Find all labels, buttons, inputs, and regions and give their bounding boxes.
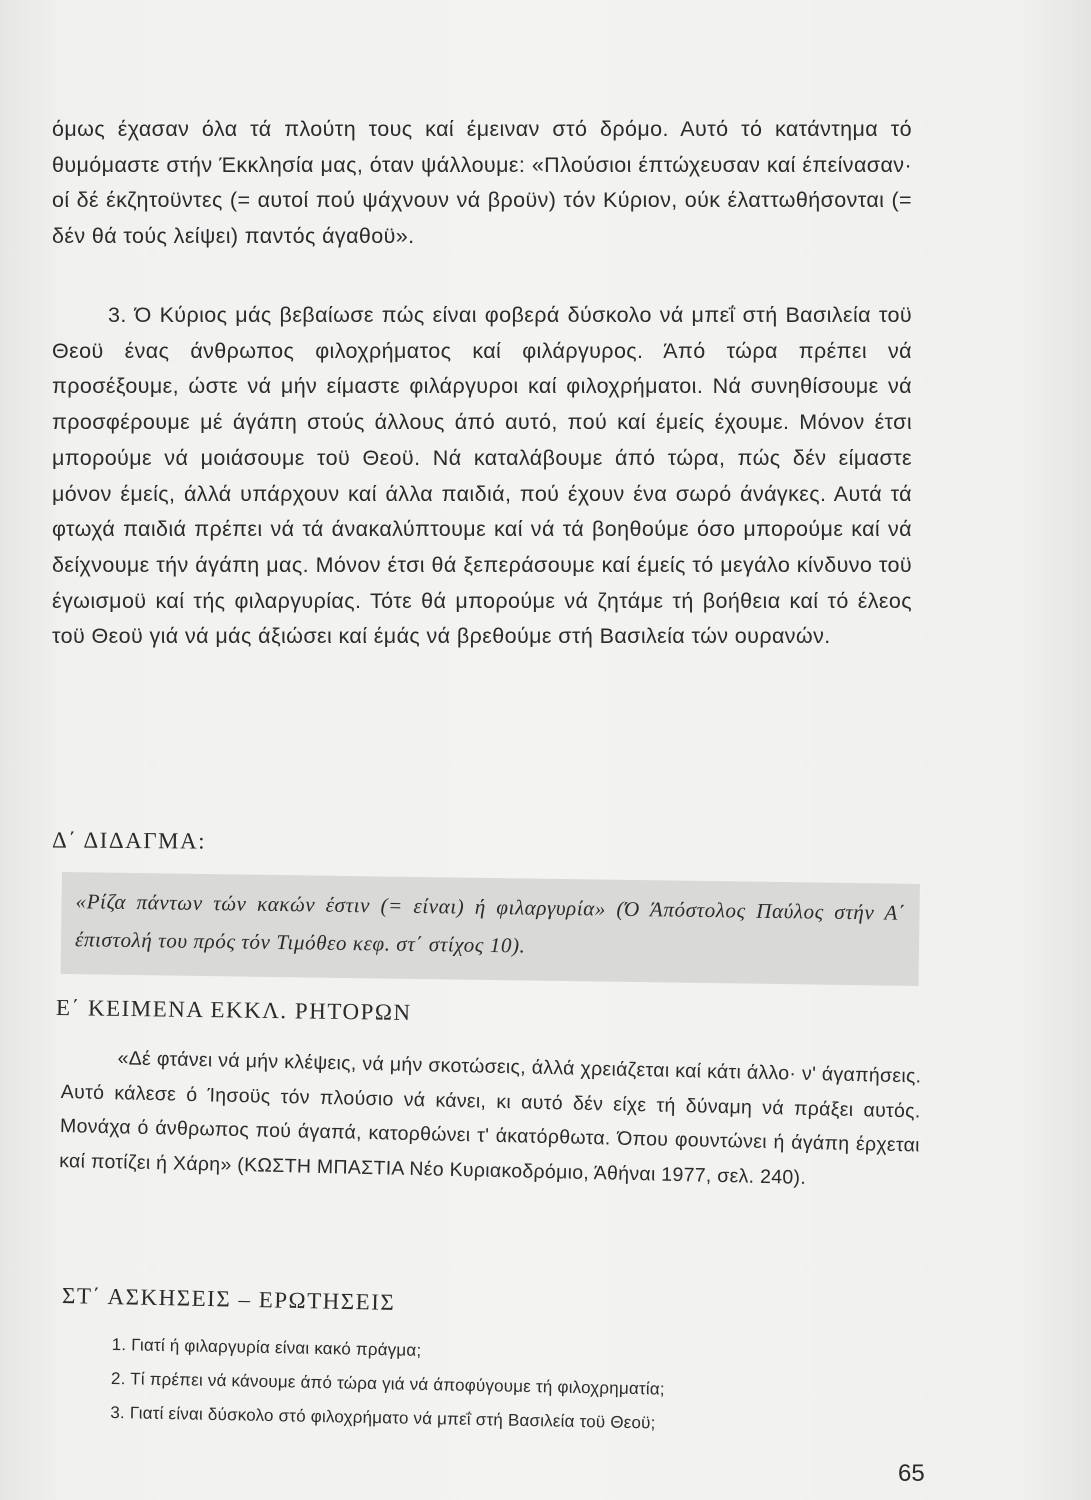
section-heading-rhetors: Ε΄ ΚΕΙΜΕΝΑ ΕΚΚΛ. ΡΗΤΟΡΩΝ xyxy=(55,995,412,1025)
section-heading-didagma: Δ΄ ΔΙΔΑΓΜΑ: xyxy=(51,827,207,854)
question-list xyxy=(110,1328,912,1445)
paragraph-1-text: όμως έχασαν όλα τά πλούτη τους καί έμειναν στό δρόμο. Αυτό τό κατάντημα τό θυμόμαστε στήν Έκκλησία μας, όταν ψάλλουμε: «Πλούσιοι έπτώχευσαν καί έπείνασαν· οί δέ έκζητοϋντες (= αυτοί πού ψάχνουν νά βροϋν) τόν Κύριον, ούκ έλαττωθήσονται (= δέν θά τούς λείψει) παντός άγαθοϋ». xyxy=(52,117,912,249)
highlighted-quote-box xyxy=(61,872,920,986)
rhetor-text-block xyxy=(59,1040,922,1197)
didagma-quote: «Ρίζα πάντων τών κακών έστιν (= είναι) ή φιλαργυρία» (Ό Άπόστολος Παύλος στήν Α΄ έπιστολή του πρός τόν Τιμόθεο κεφ. στ΄ στίχος 10). xyxy=(74,889,906,958)
paragraph-2-text: 3. Ό Κύριος μάς βεβαίωσε πώς είναι φοβερά δύσκολο νά μπεΐ στή Βασιλεία τοϋ Θεοϋ ένας άνθρωπος φιλοχρήματος καί φιλάργυρος. Άπό τώρα πρέπει νά προσέξουμε, ώστε νά μήν είμαστε φιλάργυροι καί φιλοχρήματοι. Νά συνηθίσουμε νά προσφέρουμε μέ άγάπη στούς άλλους άπό αυτό, πού καί έμείς έχουμε. Μόνον έτσι μπορούμε νά μοιάσουμε τοϋ Θεοϋ. Νά καταλάβουμε άπό τώρα, πώς δέν είμαστε μόνον έμείς, άλλά υπάρχουν καί άλλα παιδιά, πού έχουν ένα σωρό άνάγκες. Αυτά τά φτωχά παιδιά πρέπει νά τά άνακαλύπτουμε καί νά τά βοηθούμε όσο μπορούμε καί νά δείχνουμε τήν άγάπη μας. Μόνον έτσι θά ξεπεράσουμε καί έμείς τό μεγάλο κίνδυνο τοϋ έγωισμοϋ καί τής φιλαργυρίας. Τότε θά μπορούμε νά ζητάμε τή βοήθεια καί τό έλεος τοϋ Θεοϋ γιά νά μάς άξιώσει καί έμάς νά βρεθούμε στή Βασιλεία τών ουρανών. xyxy=(52,303,912,649)
page-number: 65 xyxy=(898,1460,925,1487)
section-heading-exercises: ΣΤ΄ ΑΣΚΗΣΕΙΣ – ΕΡΩΤΗΣΕΙΣ xyxy=(61,1283,396,1315)
rhetor-quote: «Δέ φτάνει νά μήν κλέψεις, νά μήν σκοτώσεις, άλλά χρειάζεται καί κάτι άλλο· ν' άγαπήσεις. Αυτό κάλεσε ό Ίησοϋς τόν πλούσιο νά κάνει, κι αυτό δέν είχε τή δύναμη νά πράξει αυτός. Μονάχα ό άνθρωπος πού άγαπά, κατορθώνει τ' άκατόρθωτα. Όπου φουντώνει ή άγάπη έρχεται καί ποτίζει ή Χάρη» (ΚΩΣΤΗ ΜΠΑΣΤΙΑ Νέο Κυριακοδρόμιο, Άθήναι 1977, σελ. 240). xyxy=(59,1047,922,1189)
paragraph-continued xyxy=(52,112,912,255)
question-item: 1. Γιατί ή φιλαργυρία είναι κακό πράγμα; xyxy=(111,1334,422,1360)
question-item: 2. Τί πρέπει νά κάνουμε άπό τώρα γιά νά άποφύγουμε τή φιλοχρηματία; xyxy=(110,1368,665,1399)
question-item: 3. Γιατί είναι δύσκολο στό φιλοχρήματο νά μπεΐ στή Βασιλεία τοϋ Θεοϋ; xyxy=(110,1402,656,1433)
paragraph-point-3 xyxy=(52,298,912,655)
